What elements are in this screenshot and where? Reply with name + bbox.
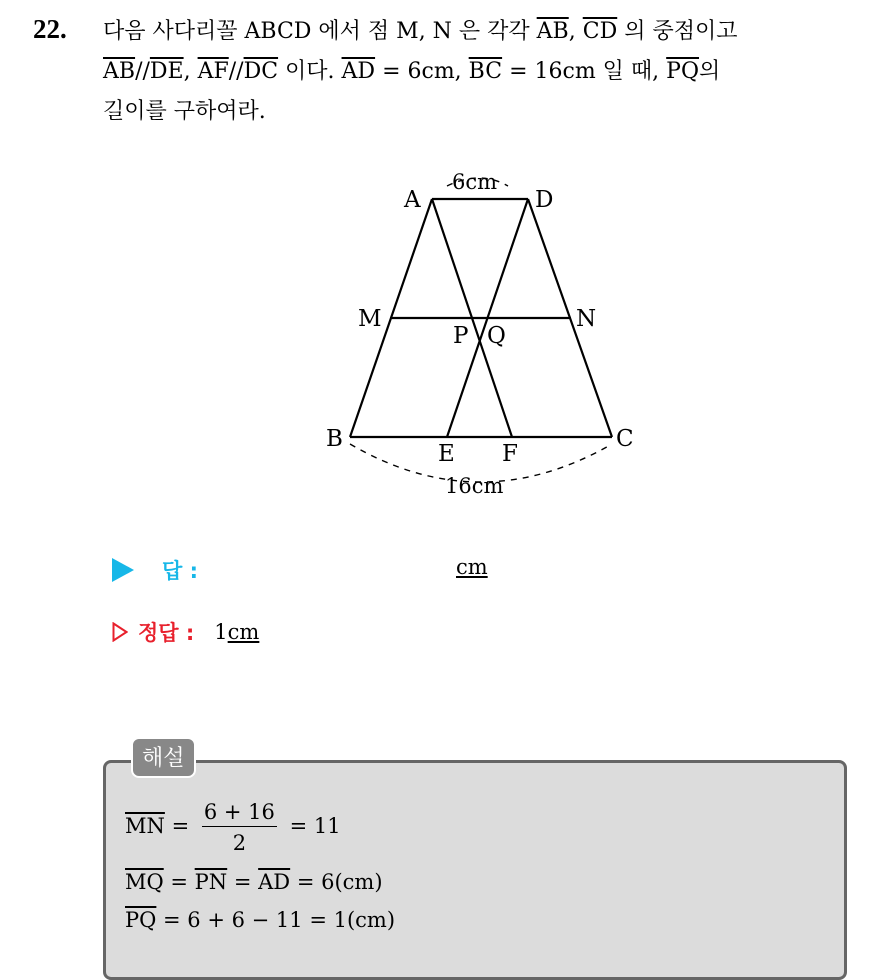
segment-de: $\overline{DE}$: [149, 59, 184, 84]
play-triangle-icon: [112, 558, 134, 582]
solution-line-3: [125, 908, 395, 932]
question-line-3: 길이를 구하여라.: [103, 99, 266, 124]
text: = 6cm,: [375, 59, 469, 84]
question-text: [103, 12, 863, 132]
parallel-symbol: //: [135, 59, 150, 84]
equals: =: [227, 870, 259, 894]
label-n: N: [576, 306, 597, 332]
text: 의: [699, 59, 721, 84]
correct-answer-label: 정답 :: [138, 621, 195, 645]
answer-label: 답 :: [162, 559, 198, 583]
fraction-denominator: 2: [232, 831, 247, 855]
text: ,: [183, 59, 198, 84]
text: = 16cm 일 때,: [502, 59, 667, 84]
answer-row: [112, 555, 198, 585]
label-d: D: [535, 187, 554, 213]
segment-ab: $\overline{AB}$: [536, 19, 569, 44]
segment-mq: $\overline{MQ}$: [125, 870, 164, 894]
text: 다음 사다리꼴 ABCD 에서 점 M, N 은 각각: [103, 19, 537, 44]
label-f: F: [502, 441, 518, 467]
label-e: E: [438, 441, 455, 467]
solution-line-1: [125, 800, 341, 855]
segment-ad: $\overline{AD}$: [341, 59, 376, 84]
text: = 6 + 6 − 11 = 1(cm): [156, 908, 396, 932]
label-b: B: [326, 426, 343, 452]
text: 이다.: [278, 59, 342, 84]
label-q: Q: [487, 323, 506, 349]
equals: =: [163, 870, 195, 894]
text: = 6(cm): [290, 870, 383, 894]
text: ,: [568, 19, 583, 44]
segment-ad: $\overline{AD}$: [258, 870, 291, 894]
correct-answer-unit: cm: [227, 620, 260, 644]
label-a: A: [404, 187, 421, 213]
solution-tag: 해설: [131, 737, 196, 778]
outline-triangle-icon: [112, 622, 128, 642]
segment-dc: $\overline{DC}$: [243, 59, 279, 84]
parallel-symbol: //: [228, 59, 244, 84]
correct-answer-row: [112, 617, 259, 647]
question-line-1: [103, 12, 863, 52]
segment-pq: $\overline{PQ}$: [666, 59, 700, 84]
label-m: M: [358, 306, 382, 332]
bottom-length-label: 16cm: [445, 474, 504, 498]
segment-pq: $\overline{PQ}$: [125, 908, 157, 932]
fraction-numerator: 6 + 16: [202, 800, 277, 827]
segment-mn: $\overline{MN}$: [125, 814, 165, 838]
label-c: C: [616, 426, 634, 452]
question-number: 22.: [33, 14, 67, 44]
trapezoid-diagram: [318, 160, 658, 510]
solution-line-2: [125, 870, 383, 894]
segment-pn: $\overline{PN}$: [194, 870, 228, 894]
segment-cd: $\overline{CD}$: [582, 19, 618, 44]
fraction: [202, 800, 277, 855]
label-p: P: [453, 323, 469, 349]
correct-answer-value: [214, 620, 259, 644]
equals: =: [171, 814, 190, 838]
question-line-2: [103, 52, 863, 92]
correct-answer-number: 1: [214, 620, 228, 644]
text: 의 중점이고: [617, 19, 738, 44]
answer-unit: cm: [456, 555, 488, 579]
segment-af: $\overline{AF}$: [197, 59, 229, 84]
segment-ab: $\overline{AB}$: [103, 59, 136, 84]
text: = 11: [289, 814, 341, 838]
top-length-label: 6cm: [452, 170, 498, 194]
segment-bc: $\overline{BC}$: [468, 59, 503, 84]
